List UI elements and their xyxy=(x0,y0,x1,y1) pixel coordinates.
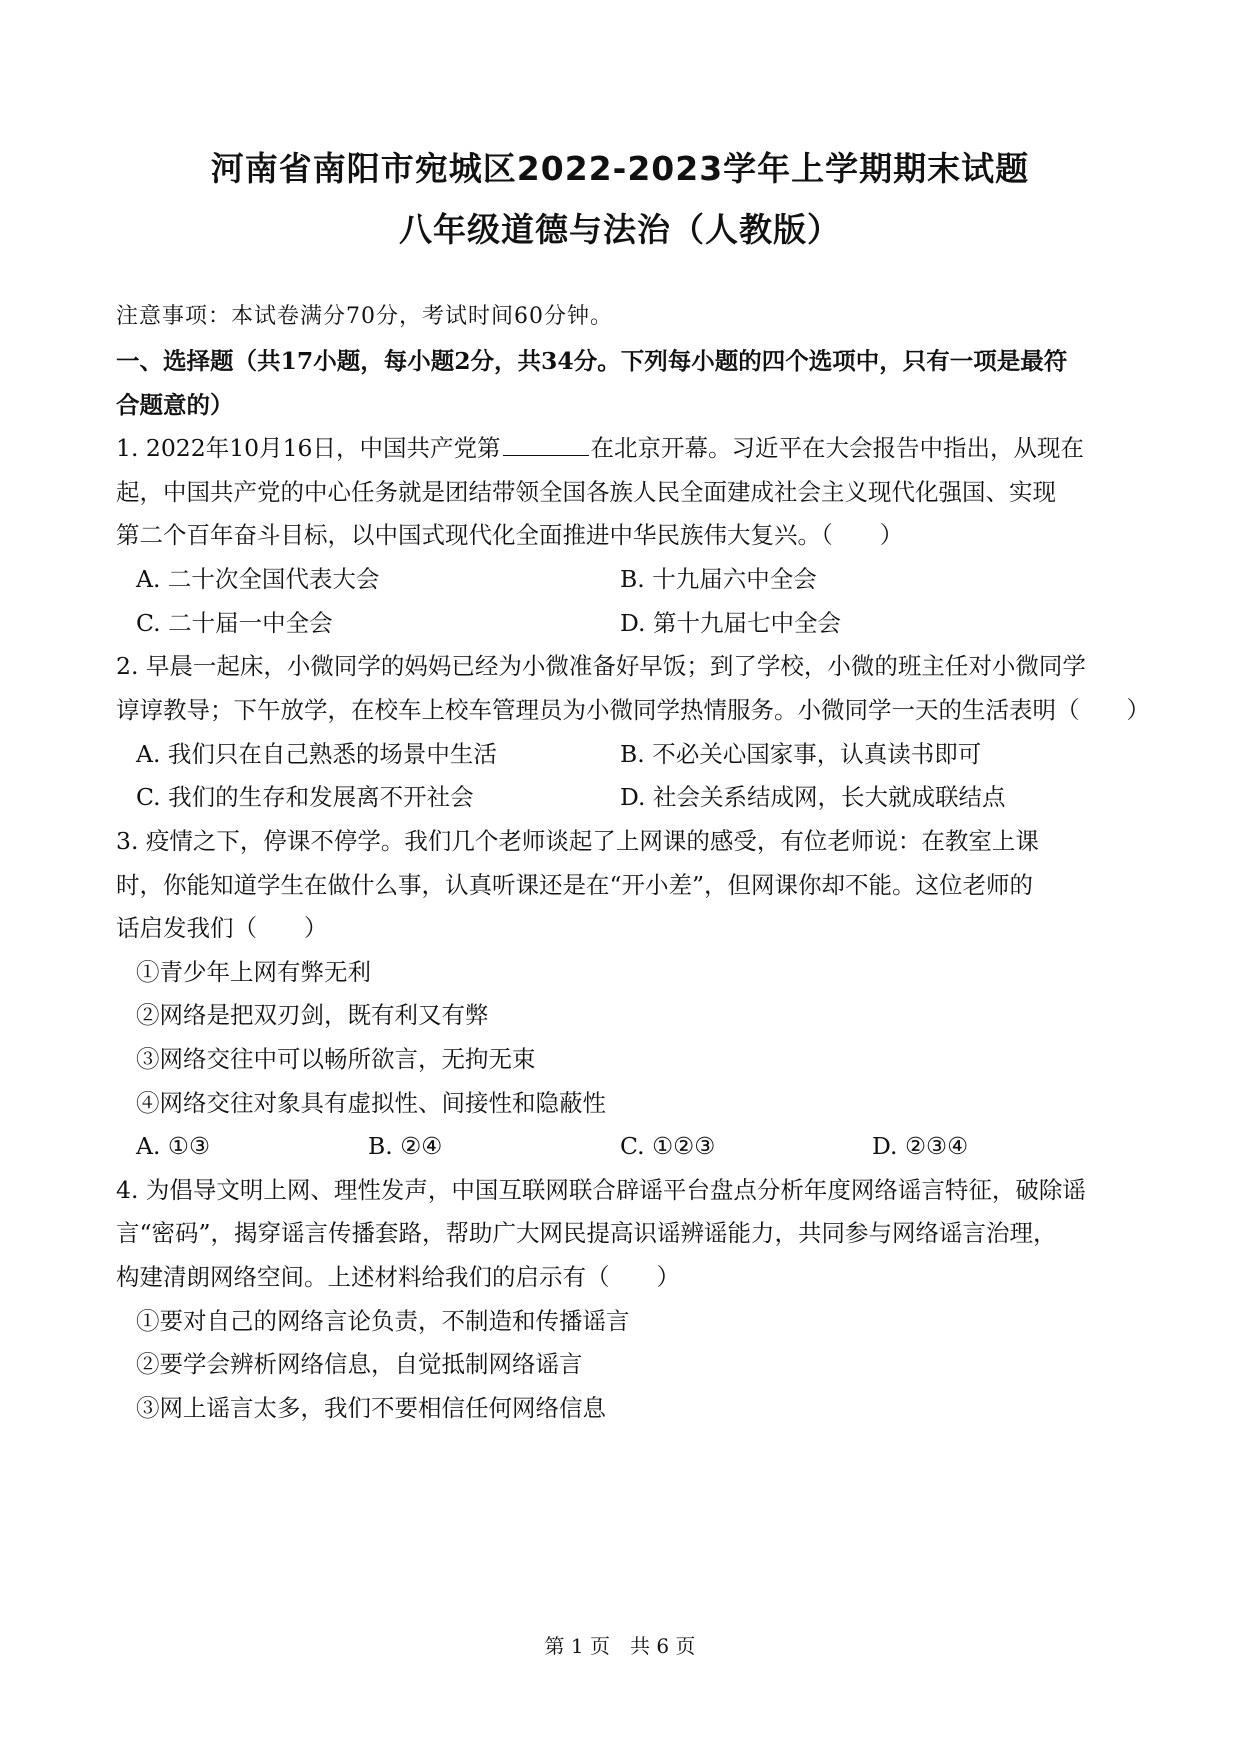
q1-option-c: C. 二十届一中全会 xyxy=(136,609,333,637)
q3-item-1: ①青少年上网有弊无利 xyxy=(136,958,371,986)
q1-line1-pre: 1. 2022年10月16日，中国共产党第 xyxy=(116,434,501,462)
q4-item-2: ②要学会辨析网络信息，自觉抵制网络谣言 xyxy=(136,1350,583,1378)
page-footer: 第 1 页 共 6 页 xyxy=(544,1634,696,1658)
q3-line2: 时，你能知道学生在做什么事，认真听课还是在“开小差”，但网课你却不能。这位老师的 xyxy=(116,871,1034,899)
q2-option-a: A. 我们只在自己熟悉的场景中生活 xyxy=(136,740,497,768)
q1-blank xyxy=(503,433,589,456)
q1-line2: 起，中国共产党的中心任务就是团结带领全国各族人民全面建成社会主义现代化强国、实现 xyxy=(116,478,1056,506)
page-subtitle: 八年级道德与法治（人教版） xyxy=(399,210,841,249)
q4-line2: 言“密码”，揭穿谣言传播套路，帮助广大网民提高识谣辨谣能力，共同参与网络谣言治理， xyxy=(116,1219,1057,1247)
section-heading-line1: 一、选择题（共17小题，每小题2分，共34分。下列每小题的四个选项中，只有一项是最符 xyxy=(116,347,1068,375)
q2-option-b: B. 不必关心国家事，认真读书即可 xyxy=(620,740,982,768)
q4-item-1: ①要对自己的网络言论负责，不制造和传播谣言 xyxy=(136,1307,630,1335)
q2-option-c: C. 我们的生存和发展离不开社会 xyxy=(136,783,474,811)
q1-option-d: D. 第十九届七中全会 xyxy=(620,609,841,637)
q3-line3: 话启发我们（ ） xyxy=(116,914,328,942)
q1-option-b: B. 十九届六中全会 xyxy=(620,565,817,593)
q2-line2: 谆谆教导；下午放学，在校车上校车管理员为小微同学热情服务。小微同学一天的生活表明（ ） xyxy=(116,696,1150,724)
q3-option-c: C. ①②③ xyxy=(620,1132,716,1160)
q1-line1 xyxy=(116,433,1126,463)
q3-option-d: D. ②③④ xyxy=(872,1132,969,1160)
q3-item-3: ③网络交往中可以畅所欲言，无拘无束 xyxy=(136,1045,536,1073)
q4-line3: 构建清朗网络空间。上述材料给我们的启示有（ ） xyxy=(116,1263,680,1291)
q2-option-d: D. 社会关系结成网，长大就成联结点 xyxy=(620,783,1006,811)
section-heading-line2: 合题意的） xyxy=(116,391,234,419)
q1-option-a: A. 二十次全国代表大会 xyxy=(136,565,380,593)
q3-line1: 3. 疫情之下，停课不停学。我们几个老师谈起了上网课的感受，有位老师说：在教室上课 xyxy=(116,827,1039,855)
q3-option-b: B. ②④ xyxy=(368,1132,443,1160)
q3-item-4: ④网络交往对象具有虚拟性、间接性和隐蔽性 xyxy=(136,1089,606,1117)
q4-line1: 4. 为倡导文明上网、理性发声，中国互联网联合辟谣平台盘点分析年度网络谣言特征，破除谣 xyxy=(116,1176,1086,1204)
q3-item-2: ②网络是把双刃剑，既有利又有弊 xyxy=(136,1001,489,1029)
notice-text: 注意事项：本试卷满分70分，考试时间60分钟。 xyxy=(116,304,613,329)
q4-item-3: ③网上谣言太多，我们不要相信任何网络信息 xyxy=(136,1394,606,1422)
q1-line1-post: 在北京开幕。习近平在大会报告中指出，从现在 xyxy=(590,434,1085,462)
q2-line1: 2. 早晨一起床，小微同学的妈妈已经为小微准备好早饭；到了学校，小微的班主任对小微同学 xyxy=(116,652,1086,680)
q1-line3: 第二个百年奋斗目标，以中国式现代化全面推进中华民族伟大复兴。（ ） xyxy=(116,521,904,549)
page-title: 河南省南阳市宛城区2022-2023学年上学期期末试题 xyxy=(210,149,1030,188)
q3-option-a: A. ①③ xyxy=(136,1132,211,1160)
